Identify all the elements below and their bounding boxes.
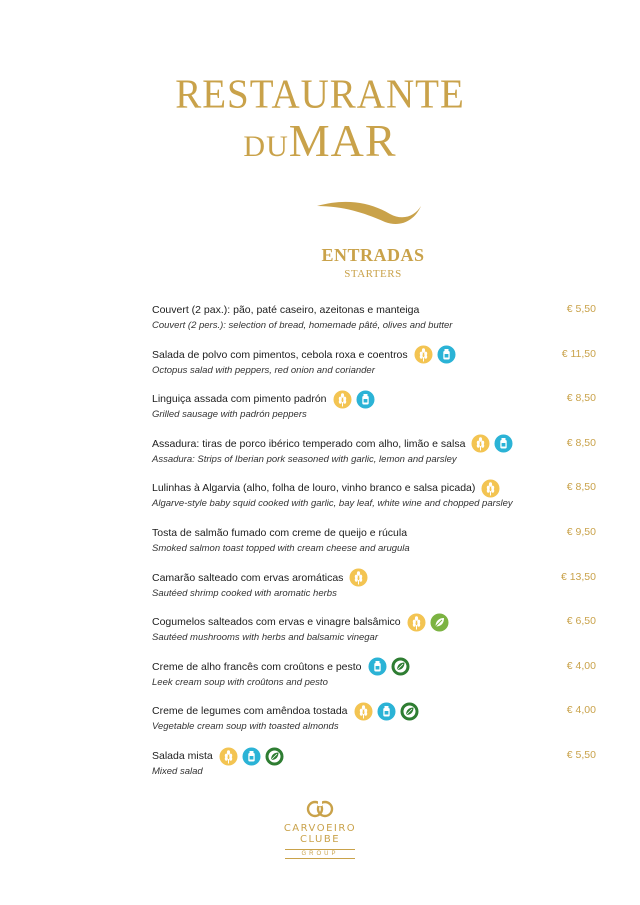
menu-item bbox=[152, 615, 596, 649]
menu-item-name-text: Couvert (2 pax.): pão, paté caseiro, azeitonas e manteiga bbox=[152, 304, 420, 316]
menu-item-name bbox=[152, 571, 372, 585]
vegan-icon bbox=[391, 657, 410, 676]
menu-item-price: € 11,50 bbox=[561, 347, 596, 360]
gluten-free-icon bbox=[349, 568, 368, 587]
dietary-badges bbox=[354, 702, 423, 721]
dietary-badges bbox=[349, 568, 372, 587]
menu-item-description: Couvert (2 pers.): selection of bread, homemade pâté, olives and butter bbox=[152, 320, 453, 331]
carvoeiro-logo-icon bbox=[305, 800, 335, 818]
gluten-free-icon bbox=[219, 747, 238, 766]
menu-item-description: Sautéed mushrooms with herbs and balsamic vinegar bbox=[152, 632, 379, 644]
vegan-icon bbox=[265, 747, 284, 766]
lactose-free-icon bbox=[368, 657, 387, 676]
section-title: ENTRADAS bbox=[321, 245, 425, 265]
menu-item-description: Grilled sausage with padrón peppers bbox=[152, 409, 307, 421]
menu-item-name-text: Salada de polvo com pimentos, cebola roxa e coentros bbox=[152, 348, 408, 361]
menu-item-name bbox=[152, 348, 460, 362]
gluten-free-icon bbox=[354, 702, 373, 721]
menu-item-price: € 4,00 bbox=[566, 659, 596, 672]
menu-item-name-text: Tosta de salmão fumado com creme de queijo e rúcula bbox=[152, 527, 408, 539]
logo-line-1: RESTAURANTE bbox=[175, 71, 465, 118]
menu-item-name-text: Camarão salteado com ervas aromáticas bbox=[152, 571, 344, 584]
vegan-icon bbox=[400, 702, 419, 721]
gluten-free-icon bbox=[471, 434, 490, 453]
menu-item-description: Algarve-style baby squid cooked with garlic, bay leaf, white wine and chopped parsley bbox=[152, 498, 513, 510]
menu-item bbox=[152, 571, 596, 605]
menu-item-description: Sautéed shrimp cooked with aromatic herbs bbox=[152, 587, 337, 599]
menu-item-name bbox=[152, 749, 288, 763]
menu-item-name-text: Salada mista bbox=[152, 750, 213, 762]
menu-item-name-text: Lulinhas à Algarvia (alho, folha de louro, vinho branco e salsa picada) bbox=[152, 482, 476, 495]
menu-item-price: € 5,50 bbox=[566, 303, 596, 315]
menu-item-description: Assadura: Strips of Iberian pork seasoned with garlic, lemon and parsley bbox=[152, 453, 457, 465]
dietary-badges bbox=[414, 345, 460, 364]
menu-item-price: € 13,50 bbox=[560, 570, 596, 583]
menu-item bbox=[152, 749, 596, 783]
menu-item-description: Octopus salad with peppers, red onion and coriander bbox=[152, 364, 375, 376]
menu-item-price: € 5,50 bbox=[566, 749, 596, 761]
menu-item-name-text: Creme de legumes com amêndoa tostada bbox=[152, 705, 348, 718]
menu-item-name bbox=[152, 303, 419, 317]
menu-item bbox=[152, 303, 596, 337]
lactose-free-icon bbox=[377, 702, 396, 721]
lactose-free-icon bbox=[356, 390, 375, 409]
menu-item-name bbox=[152, 481, 504, 495]
footer-group: GROUP bbox=[285, 849, 355, 859]
dietary-badges bbox=[368, 657, 414, 676]
gluten-free-icon bbox=[407, 613, 426, 632]
menu-item bbox=[152, 392, 596, 426]
menu-item bbox=[152, 481, 596, 515]
menu-item-name-text: Cogumelos salteados com ervas e vinagre balsâmico bbox=[152, 616, 401, 629]
menu-item-name bbox=[152, 392, 379, 406]
menu-item-price: € 6,50 bbox=[566, 615, 596, 628]
menu-item-description: Vegetable cream soup with toasted almonds bbox=[152, 721, 339, 733]
menu-item-price: € 8,50 bbox=[566, 436, 596, 449]
menu-item-name bbox=[152, 704, 423, 718]
menu-item-name bbox=[152, 437, 517, 451]
menu-item-name bbox=[152, 615, 453, 629]
menu-item-name-text: Assadura: tiras de porco ibérico temperado com alho, limão e salsa bbox=[152, 437, 466, 450]
menu-item bbox=[152, 348, 596, 382]
menu-item-price: € 8,50 bbox=[566, 481, 596, 494]
dietary-badges bbox=[471, 434, 517, 453]
logo-du: DU bbox=[243, 130, 289, 163]
menu-item-description: Smoked salmon toast topped with cream cheese and arugula bbox=[152, 543, 410, 554]
logo-line-2 bbox=[0, 115, 640, 175]
footer-logo bbox=[270, 800, 370, 859]
section-subtitle: STARTERS bbox=[344, 268, 402, 280]
gluten-free-icon bbox=[481, 479, 500, 498]
menu-item-name-text: Linguiça assada com pimento padrón bbox=[152, 393, 327, 406]
footer-brand: CARVOEIRO CLUBE bbox=[283, 823, 357, 845]
menu-item bbox=[152, 437, 596, 471]
menu-item bbox=[152, 526, 596, 560]
menu-item-description: Leek cream soup with croûtons and pesto bbox=[152, 676, 328, 688]
dietary-badges bbox=[407, 613, 453, 632]
menu-item bbox=[152, 660, 596, 694]
menu-item bbox=[152, 704, 596, 738]
menu-item-name-text: Creme de alho francês com croûtons e pesto bbox=[152, 660, 362, 673]
lactose-free-icon bbox=[242, 747, 261, 766]
gluten-free-icon bbox=[333, 390, 352, 409]
dietary-badges bbox=[481, 479, 504, 498]
dietary-badges bbox=[219, 747, 288, 766]
dietary-badges bbox=[333, 390, 379, 409]
menu-item-price: € 8,50 bbox=[566, 392, 596, 405]
menu-item-name bbox=[152, 660, 414, 674]
vegetarian-icon bbox=[430, 613, 449, 632]
menu-item-price: € 9,50 bbox=[566, 526, 596, 538]
logo-mar: MAR bbox=[288, 115, 397, 166]
menu-item-description: Mixed salad bbox=[152, 766, 203, 777]
restaurant-logo bbox=[0, 72, 640, 175]
menu-item-name bbox=[152, 526, 407, 540]
gluten-free-icon bbox=[414, 345, 433, 364]
wave-ornament-icon bbox=[315, 196, 425, 230]
lactose-free-icon bbox=[437, 345, 456, 364]
menu-item-price: € 4,00 bbox=[566, 704, 596, 717]
lactose-free-icon bbox=[494, 434, 513, 453]
